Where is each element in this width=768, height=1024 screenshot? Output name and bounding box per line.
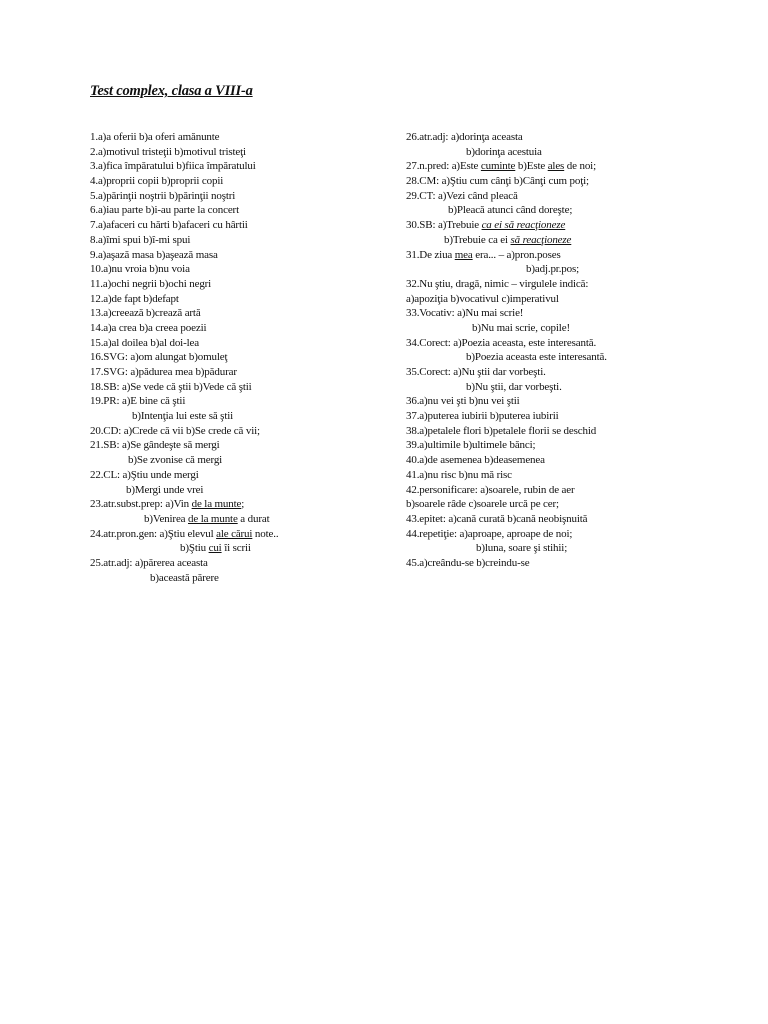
- line-text: b)Venirea: [144, 512, 189, 525]
- line-text: 3.a)fica împăratului b)fiica împăratului: [90, 160, 256, 173]
- question-line: [406, 130, 736, 145]
- line-text: 34.Corect: a)Poezia aceasta, este interesantă.: [406, 336, 597, 349]
- question-line: [90, 218, 390, 233]
- line-text: 1.a)a oferii b)a oferi amănunte: [90, 131, 220, 143]
- line-text: 4.a)proprii copii b)proprii copii: [90, 175, 224, 188]
- question-line: [406, 189, 736, 204]
- question-line: [406, 365, 736, 380]
- line-text: b)Este: [515, 160, 548, 173]
- question-line: [90, 145, 390, 160]
- question-line: [90, 468, 390, 483]
- line-text: 44.repetiţie: a)aproape, aproape de noi;: [406, 527, 573, 540]
- question-line: [406, 424, 736, 439]
- underlined-text: cui: [208, 542, 222, 555]
- question-line: [90, 556, 390, 571]
- line-text: b)Poezia aceasta este interesantă.: [466, 351, 607, 364]
- line-text: 5.a)părinţii noştrii b)părinţii noştri: [90, 189, 236, 202]
- line-text: ;: [241, 498, 245, 511]
- question-line: [406, 394, 736, 409]
- question-line: [90, 277, 390, 292]
- question-line: [90, 336, 390, 351]
- line-text: 21.SB: a)Se gândeşte să mergi: [90, 439, 220, 452]
- question-line: [90, 483, 390, 498]
- right-column: [406, 130, 736, 571]
- question-line: [406, 233, 736, 248]
- underlined-text: să reacţioneze: [510, 233, 572, 246]
- line-text: 11.a)ochi negrii b)ochi negri: [90, 277, 212, 290]
- question-line: [90, 350, 390, 365]
- question-line: [406, 380, 736, 395]
- line-text: 8.a)îmi spui b)î-mi spui: [90, 233, 191, 246]
- line-text: 39.a)ultimile b)ultimele bănci;: [406, 439, 536, 452]
- line-text: îi scrii: [221, 542, 251, 555]
- line-text: b)adj.pr.pos;: [526, 263, 580, 276]
- line-text: 12.a)de fapt b)defapt: [90, 292, 179, 305]
- line-text: 7.a)afaceri cu hărti b)afaceri cu hârtii: [90, 219, 248, 232]
- line-text: b)această părere: [150, 571, 219, 584]
- line-text: 24.atr.pron.gen: a)Ştiu elevul: [90, 527, 217, 540]
- line-text: 23.atr.subst.prep: a)Vin: [90, 498, 192, 511]
- question-line: [90, 438, 390, 453]
- line-text: 43.epitet: a)cană curată b)cană neobişnuită: [406, 512, 588, 525]
- line-text: 29.CT: a)Vezi când pleacă: [406, 189, 518, 202]
- question-line: [406, 203, 736, 218]
- question-line: [90, 380, 390, 395]
- line-text: 36.a)nu vei şti b)nu vei ştii: [406, 395, 520, 408]
- line-text: 31.De ziua: [406, 248, 455, 261]
- line-text: b)Intenţia lui este să ştii: [132, 410, 234, 423]
- question-line: [406, 497, 736, 512]
- question-line: [90, 189, 390, 204]
- question-line: [90, 365, 390, 380]
- question-line: [406, 468, 736, 483]
- question-line: [90, 233, 390, 248]
- line-text: 40.a)de asemenea b)deasemenea: [406, 454, 545, 467]
- line-text: 42.personificare: a)soarele, rubin de aer: [406, 483, 575, 496]
- question-line: [406, 262, 736, 277]
- line-text: b)Ştiu: [180, 542, 209, 555]
- underlined-text: de la munte: [188, 512, 238, 525]
- line-text: 13.a)creează b)crează artă: [90, 307, 201, 320]
- question-line: [406, 218, 736, 233]
- question-line: [406, 527, 736, 542]
- line-text: 38.a)petalele flori b)petalele florii se deschid: [406, 424, 597, 437]
- line-text: b)Nu mai scrie, copile!: [472, 321, 570, 334]
- underlined-text: de la munte: [191, 498, 242, 511]
- question-line: [90, 424, 390, 439]
- line-text: de noi;: [564, 160, 596, 173]
- question-line: [90, 203, 390, 218]
- line-text: a)apoziţia b)vocativul c)imperativul: [406, 292, 559, 305]
- question-line: [90, 512, 390, 527]
- question-line: [406, 541, 736, 556]
- question-line: [90, 306, 390, 321]
- line-text: 2.a)motivul tristeţii b)motivul tristeţi: [90, 145, 246, 158]
- question-line: [406, 159, 736, 174]
- question-line: [90, 527, 390, 542]
- line-text: note..: [252, 527, 279, 540]
- line-text: 19.PR: a)E bine că ştii: [90, 395, 186, 408]
- line-text: 33.Vocativ: a)Nu mai scrie!: [406, 307, 524, 320]
- question-line: [406, 336, 736, 351]
- line-text: 17.SVG: a)pădurea mea b)pădurar: [90, 366, 237, 378]
- document-title: Test complex, clasa a VIII-a: [90, 83, 253, 99]
- line-text: 22.CL: a)Ştiu unde mergi: [90, 468, 199, 481]
- question-line: [406, 483, 736, 498]
- line-text: a durat: [237, 512, 270, 525]
- underlined-text: mea: [454, 248, 473, 261]
- line-text: 6.a)iau parte b)i-au parte la concert: [90, 204, 239, 217]
- question-line: [406, 248, 736, 263]
- line-text: 35.Corect: a)Nu ştii dar vorbeşti.: [406, 366, 546, 378]
- question-line: [406, 409, 736, 424]
- question-line: [406, 145, 736, 160]
- question-line: [406, 174, 736, 189]
- question-line: [406, 292, 736, 307]
- question-line: [90, 321, 390, 336]
- question-line: [90, 571, 390, 586]
- question-line: [406, 321, 736, 336]
- underlined-text: cuminte: [480, 160, 516, 173]
- line-text: 14.a)a crea b)a creea poezii: [90, 321, 207, 334]
- line-text: 26.atr.adj: a)dorinţa aceasta: [406, 131, 523, 143]
- line-text: 20.CD: a)Crede că vii b)Se crede că vii;: [90, 424, 260, 437]
- question-line: [90, 292, 390, 307]
- line-text: 25.atr.adj: a)părerea aceasta: [90, 556, 208, 569]
- line-text: 28.CM: a)Ştiu cum cânţi b)Cânţi cum poţi;: [406, 175, 589, 188]
- question-line: [406, 306, 736, 321]
- question-line: [406, 277, 736, 292]
- question-line: [406, 512, 736, 527]
- line-text: 27.n.pred: a)Este: [406, 160, 481, 173]
- line-text: b)Se zvonise că mergi: [128, 454, 223, 467]
- line-text: 37.a)puterea iubirii b)puterea iubirii: [406, 410, 559, 423]
- question-line: [406, 453, 736, 468]
- line-text: 15.a)al doilea b)al doi-lea: [90, 336, 199, 349]
- underlined-text: ca ei să reacţioneze: [481, 219, 566, 232]
- line-text: 16.SVG: a)om alungat b)omuleţ: [90, 351, 228, 364]
- line-text: era... – a)pron.poses: [472, 248, 561, 261]
- question-line: [90, 394, 390, 409]
- line-text: b)Trebuie ca ei: [444, 233, 511, 246]
- question-line: [406, 438, 736, 453]
- line-text: b)Mergi unde vrei: [126, 483, 204, 496]
- line-text: 9.a)aşază masa b)aşează masa: [90, 248, 218, 261]
- line-text: 41.a)nu risc b)nu mă risc: [406, 468, 512, 481]
- line-text: b)dorinţa acestuia: [466, 145, 542, 158]
- question-line: [406, 556, 736, 571]
- underlined-text: ales: [547, 160, 565, 173]
- left-column: [90, 130, 390, 585]
- question-line: [406, 350, 736, 365]
- question-line: [90, 159, 390, 174]
- line-text: b)luna, soare şi stihii;: [476, 542, 568, 555]
- line-text: 10.a)nu vroia b)nu voia: [90, 263, 190, 276]
- line-text: b)soarele râde c)soarele urcă pe cer;: [406, 498, 559, 511]
- question-line: [90, 453, 390, 468]
- line-text: 30.SB: a)Trebuie: [406, 219, 482, 232]
- line-text: 32.Nu ştiu, dragă, nimic – virgulele indică:: [406, 277, 589, 290]
- question-line: [90, 497, 390, 512]
- question-line: [90, 541, 390, 556]
- line-text: b)Pleacă atunci când doreşte;: [448, 204, 573, 217]
- line-text: b)Nu ştii, dar vorbeşti.: [466, 380, 562, 393]
- line-text: 45.a)creându-se b)creindu-se: [406, 556, 530, 569]
- question-line: [90, 409, 390, 424]
- underlined-text: ale cărui: [216, 527, 253, 540]
- line-text: 18.SB: a)Se vede că ştii b)Vede că ştii: [90, 380, 252, 393]
- question-line: [90, 130, 390, 145]
- question-line: [90, 174, 390, 189]
- question-line: [90, 248, 390, 263]
- question-line: [90, 262, 390, 277]
